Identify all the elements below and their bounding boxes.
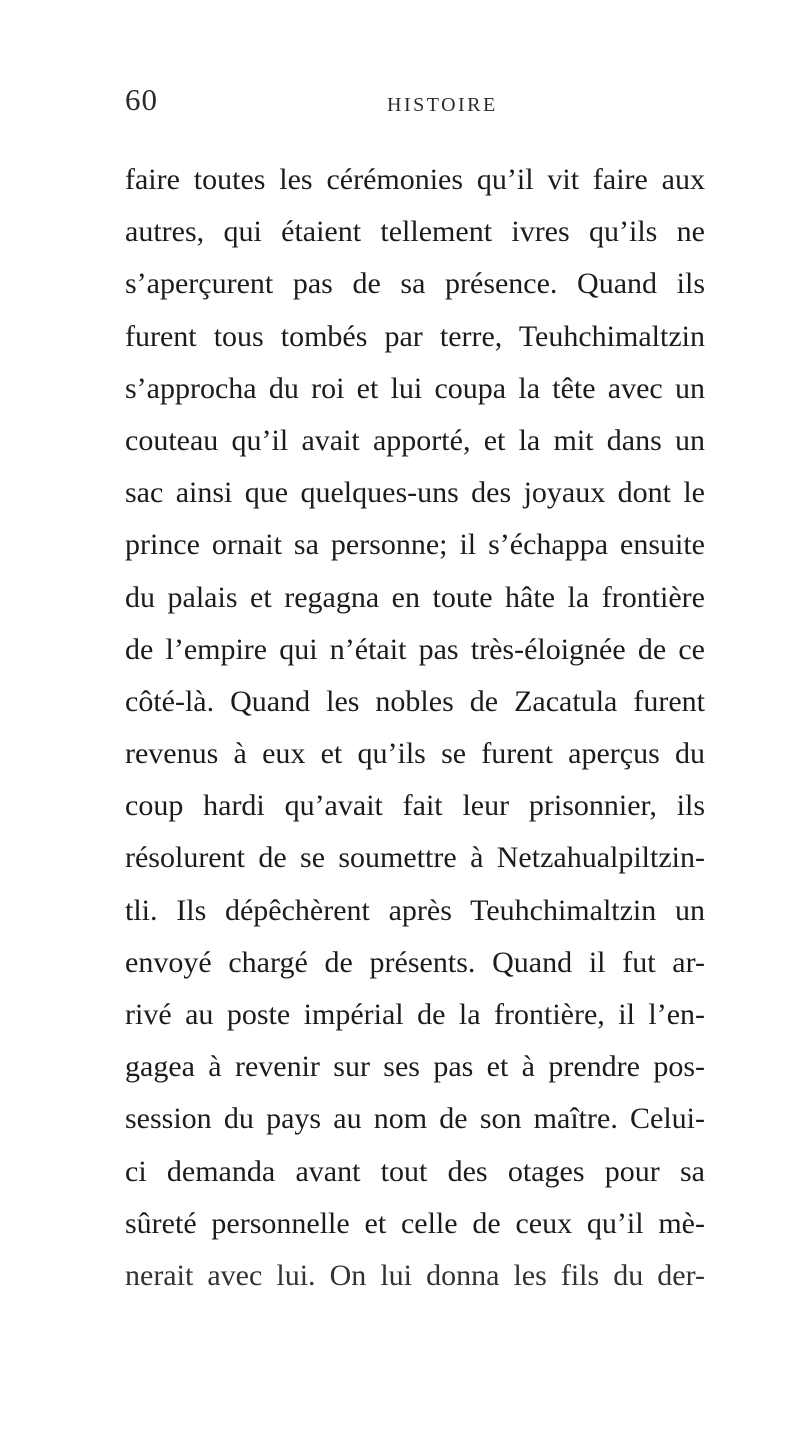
text-line: couteau qu’il avait apporté, et la mit dans un bbox=[125, 423, 705, 457]
page-number: 60 bbox=[125, 82, 158, 117]
text-line: revenus à eux et qu’ils se furent aperçus du bbox=[125, 737, 705, 771]
text-line: session du pays au nom de son maître. Celui- bbox=[125, 1102, 705, 1136]
running-head: HISTOIRE bbox=[387, 94, 498, 116]
text-line: autres, qui étaient tellement ivres qu’ils ne bbox=[125, 215, 705, 249]
text-line: du palais et regagna en toute hâte la frontière bbox=[125, 580, 705, 614]
text-line: s’aperçurent pas de sa présence. Quand ils bbox=[125, 267, 705, 301]
text-line: envoyé chargé de présents. Quand il fut ar- bbox=[125, 945, 705, 979]
text-line: résolurent de se soumettre à Netzahualpiltzin- bbox=[125, 841, 705, 875]
text-line: gagea à revenir sur ses pas et à prendre pos- bbox=[125, 1050, 705, 1084]
text-line: coup hardi qu’avait fait leur prisonnier, ils bbox=[125, 789, 705, 823]
text-line: sac ainsi que quelques-uns des joyaux dont le bbox=[125, 476, 705, 510]
text-line: furent tous tombés par terre, Teuhchimaltzin bbox=[125, 319, 705, 353]
body-text bbox=[125, 154, 705, 1302]
text-line: ci demanda avant tout des otages pour sa bbox=[125, 1154, 705, 1188]
text-line: de l’empire qui n’était pas très-éloignée de ce bbox=[125, 632, 705, 666]
text-line: sûreté personnelle et celle de ceux qu’il mè- bbox=[125, 1206, 705, 1240]
text-line: prince ornait sa personne; il s’échappa ensuite bbox=[125, 528, 705, 562]
text-line: faire toutes les cérémonies qu’il vit faire aux bbox=[125, 163, 705, 196]
text-line: rivé au poste impérial de la frontière, il l’en- bbox=[125, 998, 705, 1031]
text-line: nerait avec lui. On lui donna les fils du der- bbox=[125, 1258, 705, 1292]
text-line: tli. Ils dépêchèrent après Teuhchimaltzin un bbox=[125, 893, 705, 927]
text-line: côté-là. Quand les nobles de Zacatula furent bbox=[125, 684, 705, 718]
page-header bbox=[125, 82, 705, 122]
text-line: s’approcha du roi et lui coupa la tête avec un bbox=[125, 371, 705, 405]
